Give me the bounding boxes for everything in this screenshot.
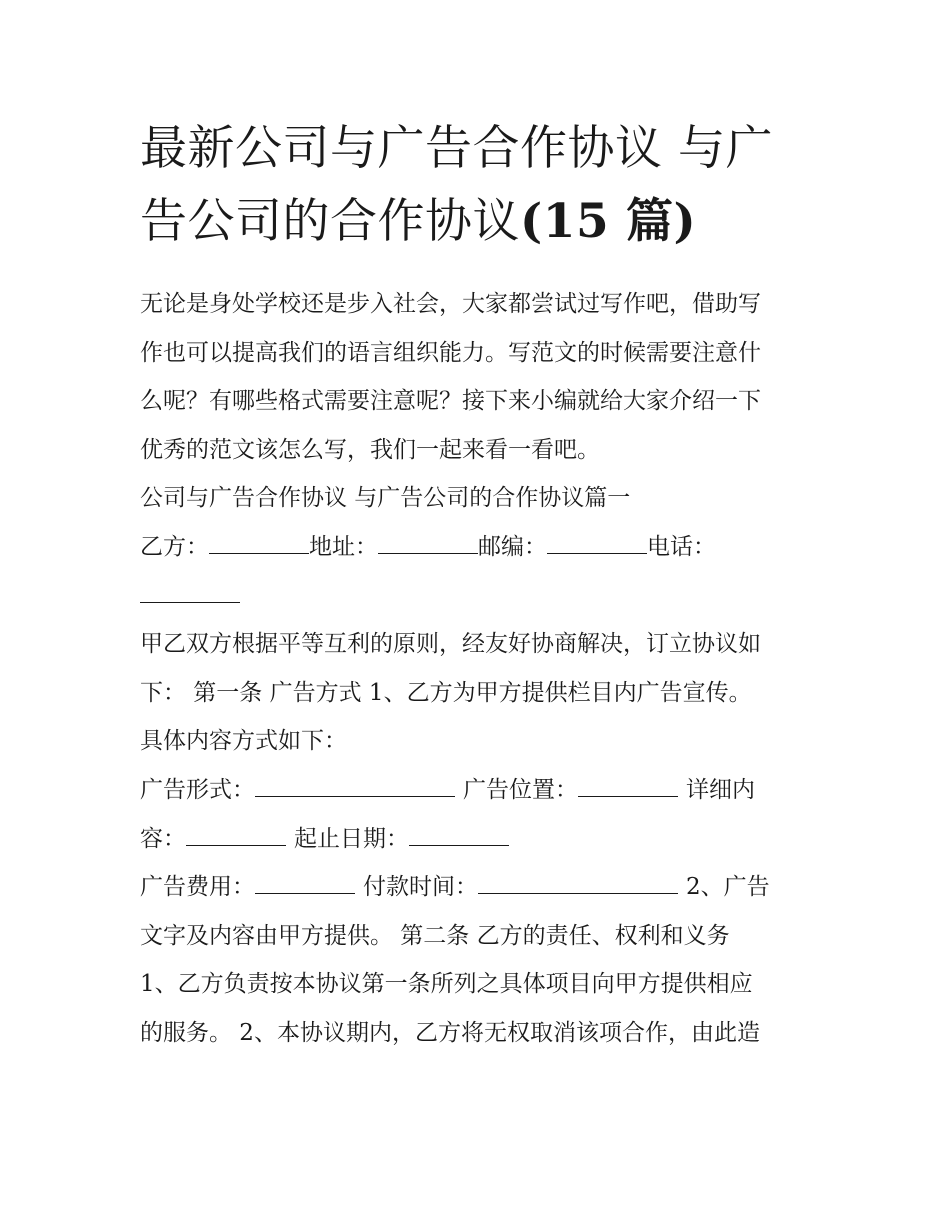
para2-line-2: 的服务。 2、本协议期内，乙方将无权取消该项合作，由此造: [140, 1019, 760, 1046]
intro-line-2: 作也可以提高我们的语言组织能力。写范文的时候需要注意什: [140, 339, 761, 366]
phone-blank-line: [140, 572, 830, 621]
detail-label: 详细内: [686, 776, 755, 803]
phone-label: 电话：: [647, 533, 716, 560]
item2-label: 2、广告: [686, 874, 770, 901]
ad-form-line-1: [140, 766, 830, 815]
party-b-name-blank: [209, 524, 309, 554]
para2-line-1: 1、乙方负责按本协议第一条所列之具体项目向甲方提供相应: [140, 971, 753, 998]
title-line-2-suffix: (15 篇): [520, 194, 697, 249]
intro-line-4: 优秀的范文该怎么写，我们一起来看一看吧。: [140, 436, 600, 463]
postcode-label: 邮编：: [478, 533, 547, 560]
intro-line-1: 无论是身处学校还是步入社会，大家都尝试过写作吧，借助写: [140, 291, 761, 317]
detail-label-cont: 容：: [140, 825, 186, 852]
para1-line-3: 具体内容方式如下：: [140, 728, 347, 755]
party-b-label: 乙方：: [140, 533, 209, 560]
address-blank: [378, 524, 478, 554]
party-b-line: [140, 523, 830, 572]
para1-line-1: 甲乙双方根据平等互利的原则，经友好协商解决，订立协议如: [140, 631, 761, 658]
title-line-1: 最新公司与广告合作协议 与广: [140, 121, 773, 176]
title-line-2-prefix: 告公司的合作协议: [140, 194, 520, 249]
document-title: [140, 112, 820, 258]
ad-form-label: 广告形式：: [140, 776, 255, 803]
intro-line-3: 么呢？有哪些格式需要注意呢？接下来小编就给大家介绍一下: [140, 388, 761, 415]
ad-position-blank: [578, 767, 678, 797]
payment-blank: [478, 864, 678, 894]
payment-label: 付款时间：: [363, 874, 478, 901]
ad-position-label: 广告位置：: [463, 776, 578, 803]
detail-blank: [186, 816, 286, 846]
phone-blank: [140, 573, 240, 603]
ad-fee-label: 广告费用：: [140, 874, 255, 901]
ad-fee-line-2: 文字及内容由甲方提供。 第二条 乙方的责任、权利和义务: [140, 922, 730, 949]
title-line-2: [140, 185, 820, 258]
dates-label: 起止日期：: [294, 825, 409, 852]
document-body: [140, 280, 830, 1058]
ad-form-line-2: [140, 815, 830, 864]
dates-blank: [409, 816, 509, 846]
ad-fee-blank: [255, 864, 355, 894]
address-label: 地址：: [309, 533, 378, 560]
ad-fee-line-1: [140, 863, 830, 912]
postcode-blank: [547, 524, 647, 554]
ad-form-blank: [255, 767, 455, 797]
para1-line-2: 下： 第一条 广告方式 1、乙方为甲方提供栏目内广告宣传。: [140, 679, 752, 706]
section-heading: 公司与广告合作协议 与广告公司的合作协议篇一: [140, 485, 631, 512]
